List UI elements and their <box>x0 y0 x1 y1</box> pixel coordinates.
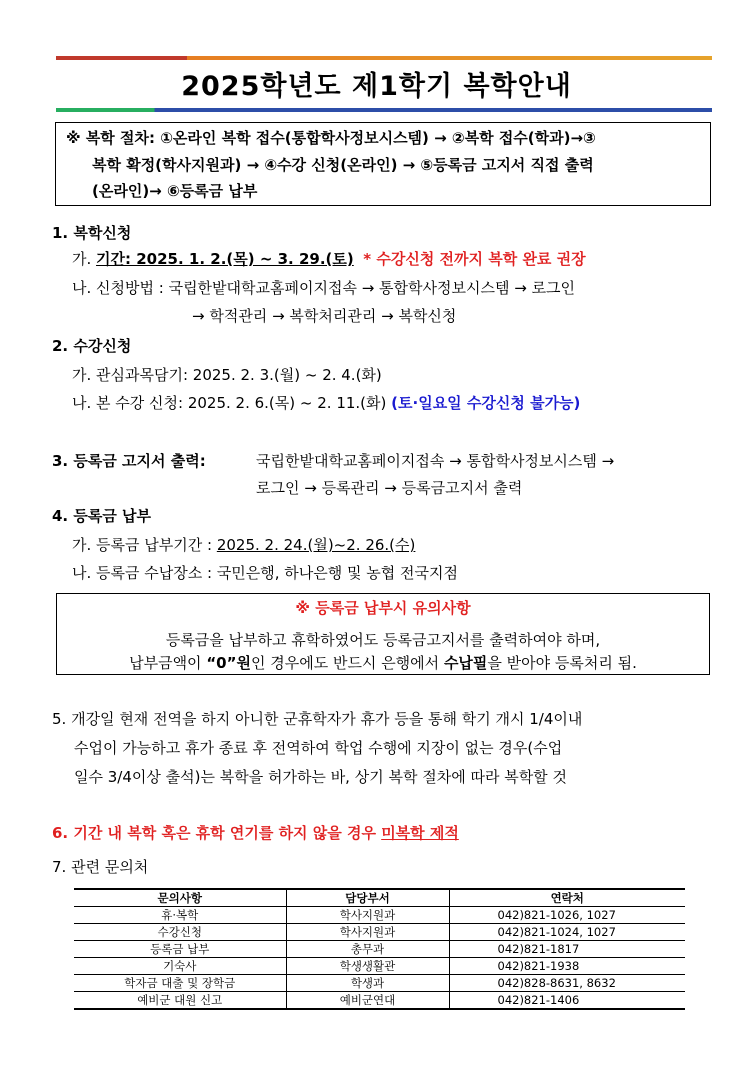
procedure-box <box>55 122 711 206</box>
section-2-b-note: (토·일요일 수강신청 불가능) <box>391 394 581 412</box>
procedure-line-2: 복학 확정(학사지원과) → ④수강 신청(온라인) → ⑤등록금 고지서 직접 출력 <box>92 156 594 174</box>
department-cell: 학생생활관 <box>286 958 449 975</box>
page-title: 2025학년도 제1학기 복학안내 <box>181 71 572 102</box>
section-5-line1: 5. 개강일 현재 전역을 하지 아니한 군휴학자가 휴가 등을 통해 학기 개시 1/4이내 <box>52 710 583 728</box>
section-6-expulsion: 미복학 제적 <box>381 824 459 842</box>
section-4-b: 나. 등록금 수납장소 : 국민은행, 하나은행 및 농협 전국지점 <box>72 564 459 582</box>
section-2-b-text: 나. 본 수강 신청: 2025. 2. 6.(목) ~ 2. 11.(화) <box>72 394 387 412</box>
notice-line-2-a: 납부금액이 <box>129 654 207 672</box>
notice-line-1: 등록금을 납부하고 휴학하였어도 등록금고지서를 출력하여야 하며, <box>165 631 601 649</box>
section-2-a: 가. 관심과목담기: 2025. 2. 3.(월) ~ 2. 4.(화) <box>72 366 382 384</box>
notice-zero-won: “0”원 <box>206 654 251 672</box>
table-row <box>74 992 685 1010</box>
contact-cell: 042)821-1938 <box>449 958 685 975</box>
col-department: 담당부서 <box>286 889 449 907</box>
section-5-line3: 일수 3/4이상 출석)는 복학을 허가하는 바, 상기 복학 절차에 따라 복학할 것 <box>74 768 567 786</box>
notice-receipt: 수납필 <box>443 654 488 672</box>
table-row <box>74 924 685 941</box>
section-4-period: 2025. 2. 24.(월)~2. 26.(수) <box>216 536 416 554</box>
section-2-b <box>72 392 580 413</box>
title-top-rule <box>56 56 712 60</box>
inquiry-cell: 휴·복학 <box>74 907 286 924</box>
section-1-a-prefix: 가. <box>72 250 97 268</box>
procedure-line-1: ※ 복학 절차: ①온라인 복학 접수(통합학사정보시스템) → ②복학 접수(학과)→③ <box>66 129 596 147</box>
department-cell: 총무과 <box>286 941 449 958</box>
department-cell: 학사지원과 <box>286 907 449 924</box>
notice-title: ※ 등록금 납부시 유의사항 <box>295 599 471 617</box>
col-inquiry: 문의사항 <box>74 889 286 907</box>
inquiry-cell: 등록금 납부 <box>74 941 286 958</box>
section-6 <box>52 822 459 843</box>
department-cell: 학생과 <box>286 975 449 992</box>
notice-line-2 <box>57 652 709 673</box>
section-2-heading: 2. 수강신청 <box>52 337 132 355</box>
contact-cell: 042)821-1406 <box>449 992 685 1010</box>
notice-line-2-e: 을 받아야 등록처리 됨. <box>487 654 637 672</box>
department-cell: 학사지원과 <box>286 924 449 941</box>
section-7-heading: 7. 관련 문의처 <box>52 858 149 876</box>
table-row <box>74 907 685 924</box>
section-3-line1: 국립한밭대학교홈페이지접속 → 통합학사정보시스템 → <box>256 452 615 470</box>
table-row <box>74 941 685 958</box>
inquiry-cell: 수강신청 <box>74 924 286 941</box>
section-1-period: 기간: 2025. 1. 2.(목) ~ 3. 29.(토) <box>96 250 354 268</box>
procedure-line-3: (온라인)→ ⑥등록금 납부 <box>92 182 258 200</box>
payment-notice-box <box>56 593 710 675</box>
department-cell: 예비군연대 <box>286 992 449 1010</box>
table-row <box>74 975 685 992</box>
contact-table <box>74 888 685 1010</box>
section-1-note: * 수강신청 전까지 복학 완료 권장 <box>363 250 586 268</box>
contact-cell: 042)821-1817 <box>449 941 685 958</box>
contact-cell: 042)828-8631, 8632 <box>449 975 685 992</box>
section-3-heading: 3. 등록금 고지서 출력: <box>52 452 206 470</box>
title-bottom-rule <box>56 108 712 112</box>
section-1-heading: 1. 복학신청 <box>52 224 132 242</box>
col-contact: 연락처 <box>449 889 685 907</box>
section-1-b-line2: → 학적관리 → 복학처리관리 → 복학신청 <box>192 307 457 325</box>
section-4-heading: 4. 등록금 납부 <box>52 507 152 525</box>
table-row <box>74 958 685 975</box>
inquiry-cell: 학자금 대출 및 장학금 <box>74 975 286 992</box>
contact-table-header <box>74 889 685 907</box>
section-4-a <box>72 534 415 555</box>
section-5-line2: 수업이 가능하고 휴가 종료 후 전역하여 학업 수행에 지장이 없는 경우(수업 <box>74 739 563 757</box>
inquiry-cell: 예비군 대원 신고 <box>74 992 286 1010</box>
inquiry-cell: 기숙사 <box>74 958 286 975</box>
section-1-b-line1: 나. 신청방법 : 국립한밭대학교홈페이지접속 → 통합학사정보시스템 → 로그인 <box>72 279 576 297</box>
section-1-a <box>72 248 586 269</box>
section-3-line2: 로그인 → 등록관리 → 등록금고지서 출력 <box>256 479 523 497</box>
contact-cell: 042)821-1024, 1027 <box>449 924 685 941</box>
notice-line-2-c: 인 경우에도 반드시 은행에서 <box>250 654 444 672</box>
contact-cell: 042)821-1026, 1027 <box>449 907 685 924</box>
section-6-text: 6. 기간 내 복학 혹은 휴학 연기를 하지 않을 경우 <box>52 824 382 842</box>
section-4-a-prefix: 가. 등록금 납부기간 : <box>72 536 217 554</box>
